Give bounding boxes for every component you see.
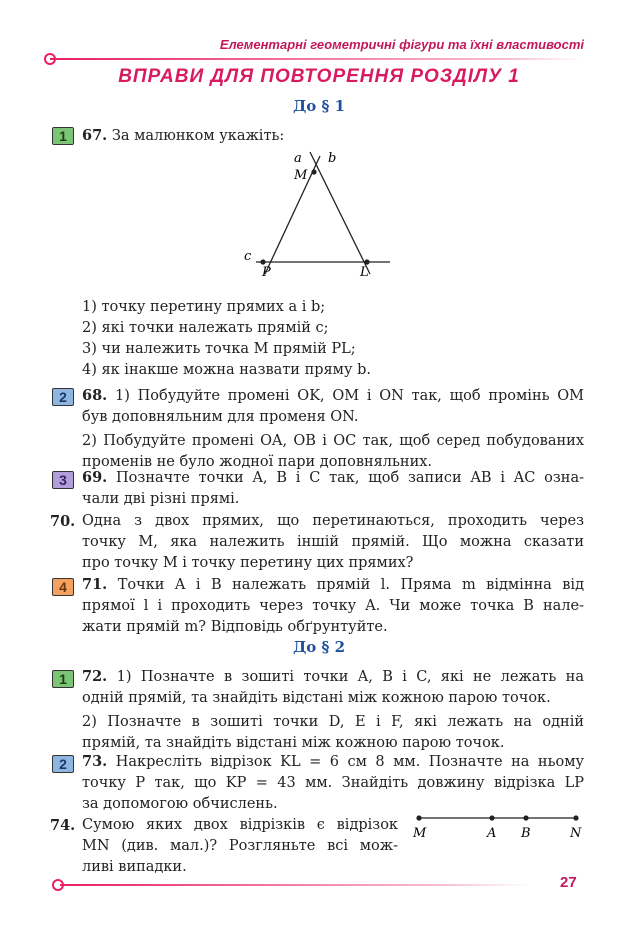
list-item: 3) чи належить точка M прямій PL; [82,341,356,357]
exercise-number: 74. [50,817,76,834]
text-line: одній прямій, та знайдіть відстані між кожною парою точок. [82,690,551,706]
exercise-number: 70. [50,513,76,530]
text-line: прямій, та знайдіть відстані між кожною парою точок. [82,735,505,751]
exercise-number: 67. [82,127,108,144]
list-item: 2) які точки належать прямій c; [82,320,329,336]
text-line: був доповняльним для променя ON. [82,409,359,425]
exercise-text: За малюнком укажіть: [111,128,285,144]
text-span: 1) Побудуйте промені OK, OM і ON так, щоб промінь OM [114,388,584,404]
text-line [82,467,584,489]
text-span: Позначте точки A, B і C так, щоб записи AB і AC озна- [116,470,584,486]
text-line: точку M, яка належить іншій прямій. Що можна сказати [82,534,584,550]
exercise-74-number [50,815,75,837]
text-line: прямої l і проходить через точку A. Чи може точка B нале- [82,598,584,614]
text-line: 2) Побудуйте промені OA, OB і OC так, щоб серед побудованих [82,433,584,449]
exercise-68 [82,385,584,473]
text-line [82,385,584,407]
exercise-number: 71. [82,576,108,593]
label-a: a [294,151,302,166]
exercise-number: 73. [82,753,108,770]
exercise-67-items [82,297,371,381]
text-line: 2) Позначте в зошиті точки D, E і F, які лежать на одній [82,714,584,730]
exercise-number: 69. [82,469,108,486]
label-B: B [521,826,531,841]
level-badge-2: 2 [52,755,74,773]
text-line: про точку M і точку перетину цих прямих? [82,555,414,571]
running-head: Елементарні геометричні фігури та їхні властивості [219,37,584,52]
text-line: чали дві різні прямі. [82,491,240,507]
exercise-74 [82,815,398,878]
text-line [82,751,584,773]
text-line: ливі випадки. [82,859,187,875]
text-span: Накресліть відрізок KL = 6 см 8 мм. Позначте на ньому [115,754,584,770]
text-span: Точки A і B належать прямій l. Пряма m відмінна від [117,577,584,593]
list-item: 1) точку перетину прямих a і b; [82,299,326,315]
label-A: A [487,826,497,841]
header-rule [50,58,584,60]
label-N: N [570,826,582,841]
text-span: 1) Позначте в зошиті точки A, B і C, які не лежать на [116,669,584,685]
level-badge-3: 3 [52,471,74,489]
section-heading-2: До § 2 [292,638,346,656]
label-P: P [262,265,271,280]
text-line: променів не було жодної пари доповняльних. [82,454,433,470]
segment-figure [408,810,588,842]
section-heading-1: До § 1 [292,97,346,115]
label-M: M [294,168,308,183]
text-line: MN (див. мал.)? Розгляньте всі мож- [82,838,398,854]
text-line: за допомогою обчислень. [82,796,278,812]
exercise-70 [82,511,584,574]
exercise-number: 68. [82,387,108,404]
text-line: жати прямій m? Відповідь обґрунтуйте. [82,619,388,635]
label-L: L [360,265,369,280]
level-badge-2: 2 [52,388,74,406]
exercise-number: 72. [82,668,108,685]
exercise-71 [82,574,584,638]
footer-rule [60,884,530,886]
exercise-73 [82,751,584,815]
exercise-67-prompt [82,125,284,147]
level-badge-1: 1 [52,670,74,688]
level-badge-4: 4 [52,578,74,596]
label-b: b [328,151,337,166]
exercise-69 [82,467,584,510]
text-line [82,574,584,596]
text-line: Одна з двох прямих, що перетинаються, проходить через [82,513,584,529]
exercise-70-number [50,511,75,533]
chapter-title: ВПРАВИ ДЛЯ ПОВТОРЕННЯ РОЗДІЛУ 1 [118,66,520,87]
label-M: M [413,826,427,841]
text-line [82,666,584,688]
list-item: 4) як інакше можна назвати пряму b. [82,362,371,378]
text-line: Сумою яких двох відрізків є відрізок [82,817,398,833]
triangle-figure [236,150,396,282]
level-badge-1: 1 [52,127,74,145]
page-number: 27 [560,874,577,891]
exercise-72 [82,666,584,754]
label-c: c [244,249,252,264]
text-line: точку P так, що KP = 43 мм. Знайдіть довжину відрізка LP [82,775,584,791]
